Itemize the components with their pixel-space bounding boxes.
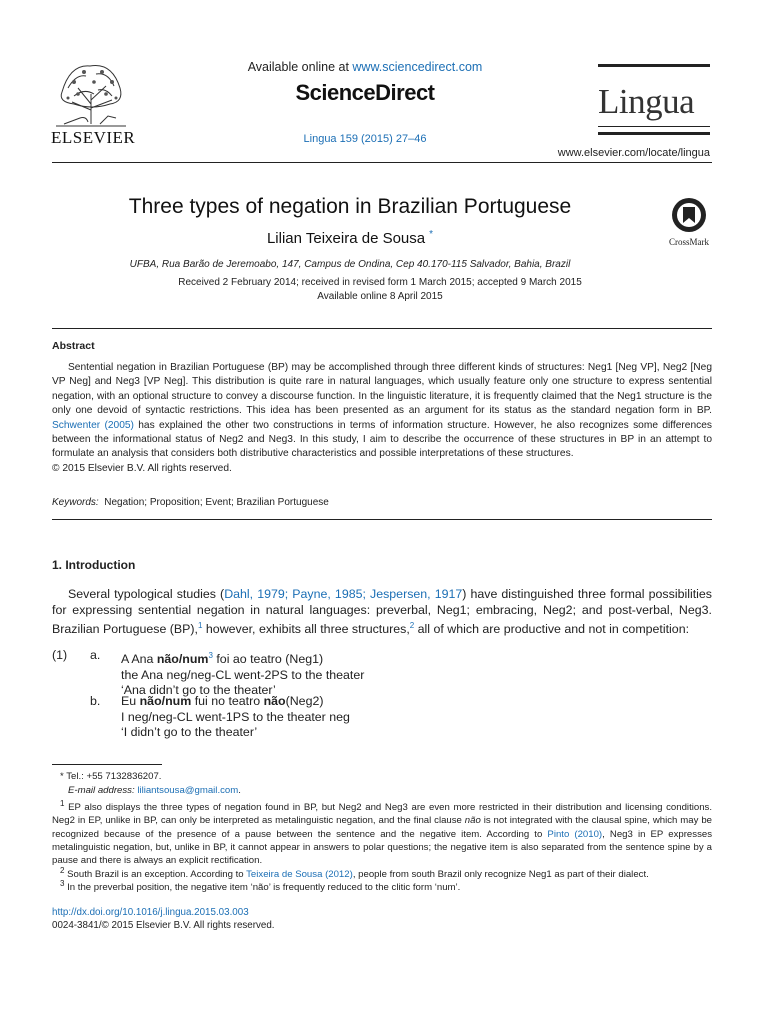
example-b-sentence (121, 694, 350, 710)
footnote-2-number: 2 (60, 866, 65, 875)
platform-name: ScienceDirect (295, 80, 435, 105)
example-b-pre: Eu (121, 694, 140, 708)
abstract-text-2: has explained the other two constructions in terms of information structure. However, he also recognizes some differences between the informational status of Neg2 and Neg3. In this study, I aim to describe the occurrence of these structures in BP in an attempt to formulate an analysis that considers both distributive characteristics and possible interpretations of these structures. (52, 419, 712, 460)
example-b-mid: fui no teatro (191, 694, 264, 708)
intro-text-b: ) have distinguished three formal possibilities for expressing sentential negation in natural languages: preverbal, Neg1; embracing, Neg2; and post-verbal, Neg3. Brazilian Portuguese (BP), (52, 587, 712, 637)
example-b (121, 694, 350, 741)
available-prefix: Available online at (247, 60, 353, 74)
example-b-gloss: I neg/neg-CL went-1PS to the theater neg (121, 709, 350, 724)
keywords-list: Negation; Proposition; Event; Brazilian Portuguese (104, 497, 329, 508)
footnote-email: E-mail address: liliantsousa@gmail.com. (68, 785, 241, 796)
abstract-rule-bottom (52, 519, 712, 520)
author-line (0, 229, 700, 247)
example-b-translation: ‘I didn’t go to the theater’ (121, 725, 258, 740)
journal-name: Lingua (598, 82, 695, 121)
abstract-rule-top (52, 328, 712, 329)
abstract-copyright: © 2015 Elsevier B.V. All rights reserved. (52, 462, 232, 474)
header-rule-main (52, 162, 712, 163)
crossmark-icon (666, 197, 712, 233)
footnote-1 (52, 797, 712, 867)
example-a-post: foi ao teatro (Neg1) (212, 652, 324, 667)
example-a (121, 648, 364, 699)
intro-citation-link[interactable]: Dahl, 1979; Payne, 1985; Jespersen, 1917 (224, 587, 463, 601)
publisher-name: ELSEVIER (51, 128, 136, 147)
footnote-ref-1[interactable]: 1 (198, 621, 203, 630)
email-label: E-mail address: (68, 785, 138, 796)
footnote-1-citation-link[interactable]: Pinto (2010) (547, 828, 603, 840)
footnote-3-number: 3 (60, 879, 65, 888)
footnote-3-text: In the preverbal position, the negative item ‘não’ is frequently reduced to the clitic form ‘num’. (64, 882, 461, 894)
example-a-label: a. (90, 648, 101, 662)
journal-citation-link[interactable]: Lingua 159 (2015) 27–46 (303, 133, 427, 145)
example-a-sentence (121, 648, 364, 668)
keywords-line (52, 497, 329, 508)
intro-text-d: all of which are productive and not in competition: (414, 622, 690, 637)
footnote-1-text-c: , Neg3 in EP expresses metalinguistic negation, but, unlike in BP, it cannot appear in answers to polar questions; the negative item is also separated from the sentence spine by a pause and there is always an explicit rectification. (52, 828, 712, 866)
article-title: Three types of negation in Brazilian Portuguese (128, 195, 572, 218)
doi-link[interactable]: http://dx.doi.org/10.1016/j.lingua.2015.03.003 (52, 907, 249, 918)
example-a-translation: ‘Ana didn’t go to the theater’ (121, 683, 276, 698)
abstract-text (52, 361, 712, 476)
example-b-label: b. (90, 694, 101, 708)
example-a-pre: A Ana (121, 652, 157, 667)
sciencedirect-link[interactable]: www.sciencedirect.com (352, 60, 483, 74)
intro-text-c: however, exhibits all three structures, (202, 622, 410, 637)
footnote-3 (52, 877, 712, 894)
issn-copyright: 0024-3841/© 2015 Elsevier B.V. All rights reserved. (52, 920, 275, 931)
header-rule-right-bottom (598, 132, 710, 135)
footnote-1-italic: não (464, 815, 481, 827)
footnote-2-text-b: , people from south Brazil only recognize Neg1 as part of their dialect. (352, 869, 649, 881)
abstract-text-1: Sentential negation in Brazilian Portuguese (BP) may be accomplished through three different kinds of structures: Neg1 [Neg VP], Neg2 [Neg VP Neg] and Neg3 [VP Neg]. This distribution is quite rare in natural languages, which usually feature only one structure to express sentential negation, with an optional structure to convey a discourse function. In the linguistic literature, it is frequently claimed that the Neg1 structure is the only one devoid of syntactic restrictions. This idea has been presented as an argument for its status as the standard negation form in BP. (52, 362, 712, 417)
header-rule-right-mid (598, 126, 710, 127)
footnote-1-text-b: is not integrated with the clausal spine, which may be recognized because of the presence of a pause between the sentence and the negative item. According to (52, 815, 712, 840)
email-link[interactable]: liliantsousa@gmail.com (137, 785, 239, 796)
author-name: Lilian Teixeira de Sousa (266, 230, 426, 247)
affiliation: UFBA, Rua Barão de Jeremoabo, 147, Campus de Ondina, Cep 40.170-115 Salvador, Bahia, Brazil (129, 259, 571, 270)
keywords-label: Keywords: (52, 497, 99, 508)
footnote-ref-2[interactable]: 2 (409, 621, 415, 630)
available-online-line (0, 60, 730, 74)
footnote-1-text-a: EP also displays the three types of negation found in BP, but Neg2 and Neg3 are even more restricted in their distribution and licensing conditions. Neg2 in EP, unlike in BP, can only be interpreted as metalinguistic negation, and the final clause (52, 802, 712, 827)
example-a-gloss: the Ana neg/neg-CL went-2PS to the theater (121, 667, 365, 682)
section-heading-introduction: 1. Introduction (52, 558, 136, 572)
footnote-2-text-a: South Brazil is an exception. According to (64, 869, 247, 881)
introduction-paragraph (52, 586, 712, 637)
example-b-post: (Neg2) (285, 694, 324, 708)
example-b-neg-2: não (263, 694, 286, 708)
journal-url[interactable]: www.elsevier.com/locate/lingua (557, 147, 710, 159)
online-date: Available online 8 April 2015 (317, 291, 443, 302)
header-rule-right-top (598, 64, 710, 67)
abstract-citation-link[interactable]: Schwenter (2005) (52, 419, 134, 431)
footnote-rule (52, 764, 162, 765)
crossmark-label: CrossMark (669, 237, 709, 247)
article-dates (0, 276, 760, 304)
received-dates: Received 2 February 2014; received in revised form 1 March 2015; accepted 9 March 2015 (178, 277, 582, 288)
example-b-neg-1: não/num (139, 694, 192, 708)
footnote-tel: * Tel.: +55 7132836207. (60, 771, 162, 782)
author-footnote-mark[interactable]: * (429, 229, 434, 240)
crossmark-badge[interactable] (666, 197, 712, 247)
footnote-1-number: 1 (60, 799, 65, 808)
intro-text-a: Several typological studies ( (68, 587, 225, 601)
example-number: (1) (52, 648, 68, 662)
footnote-2-citation-link[interactable]: Teixeira de Sousa (2012) (246, 869, 353, 881)
footnote-ref-3[interactable]: 3 (208, 651, 213, 660)
abstract-heading: Abstract (52, 340, 95, 352)
example-a-neg: não/num (156, 652, 209, 667)
